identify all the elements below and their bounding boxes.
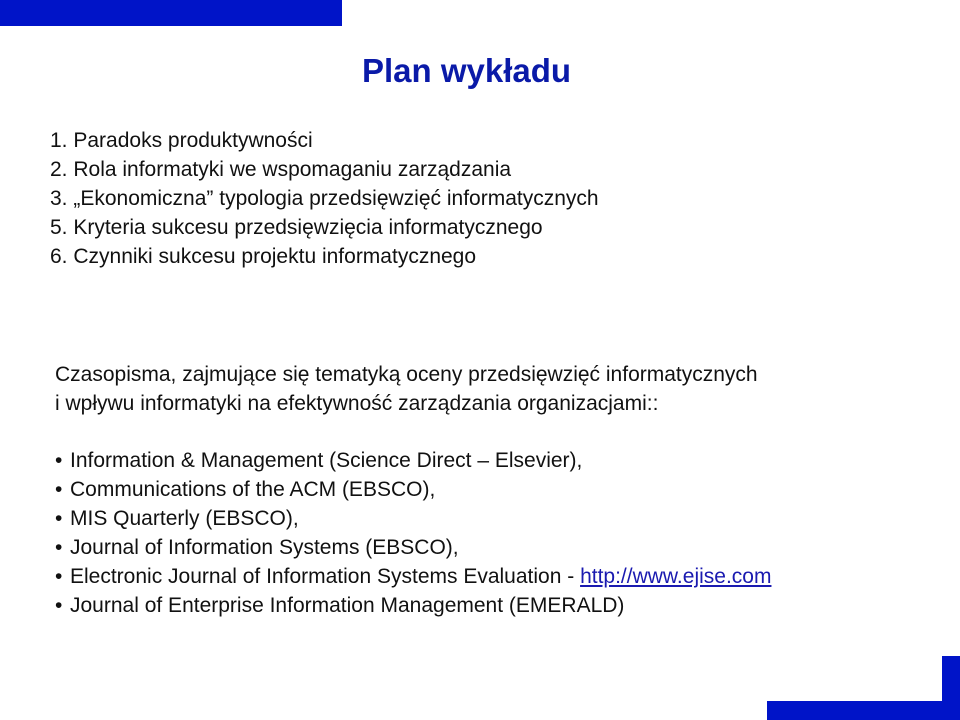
right-accent-bar xyxy=(942,656,960,720)
lecture-outline xyxy=(50,126,599,271)
journal-item xyxy=(55,446,771,475)
ejise-link[interactable]: http://www.ejise.com xyxy=(580,565,772,588)
journal-name: Information & Management (Science Direct – Elsevier), xyxy=(70,449,583,472)
slide-title: Plan wykładu xyxy=(362,52,572,89)
outline-item: 5. Kryteria sukcesu przedsięwzięcia informatycznego xyxy=(50,216,543,239)
journals-intro xyxy=(55,360,758,418)
top-accent-bar xyxy=(0,0,342,26)
journal-item xyxy=(55,533,771,562)
journal-name: Communications of the ACM (EBSCO), xyxy=(70,478,436,501)
journal-name: MIS Quarterly (EBSCO), xyxy=(70,507,299,530)
journal-item xyxy=(55,562,771,591)
journal-name: Electronic Journal of Information Systems Evaluation - xyxy=(70,565,581,588)
intro-line: Czasopisma, zajmujące się tematyką oceny przedsięwzięć informatycznych xyxy=(55,363,758,386)
journal-item xyxy=(55,504,771,533)
journal-name: Journal of Enterprise Information Management (EMERALD) xyxy=(70,594,625,617)
bottom-accent-bar xyxy=(767,701,960,720)
outline-item: 2. Rola informatyki we wspomaganiu zarządzania xyxy=(50,158,512,181)
intro-line: i wpływu informatyki na efektywność zarządzania organizacjami:: xyxy=(55,392,659,415)
outline-item: 3. „Ekonomiczna” typologia przedsięwzięć informatycznych xyxy=(50,187,599,210)
outline-item: 6. Czynniki sukcesu projektu informatycznego xyxy=(50,245,477,268)
outline-item: 1. Paradoks produktywności xyxy=(50,129,313,152)
journal-list xyxy=(55,446,771,620)
journal-item xyxy=(55,591,771,620)
journal-name: Journal of Information Systems (EBSCO), xyxy=(70,536,459,559)
journal-item xyxy=(55,475,771,504)
